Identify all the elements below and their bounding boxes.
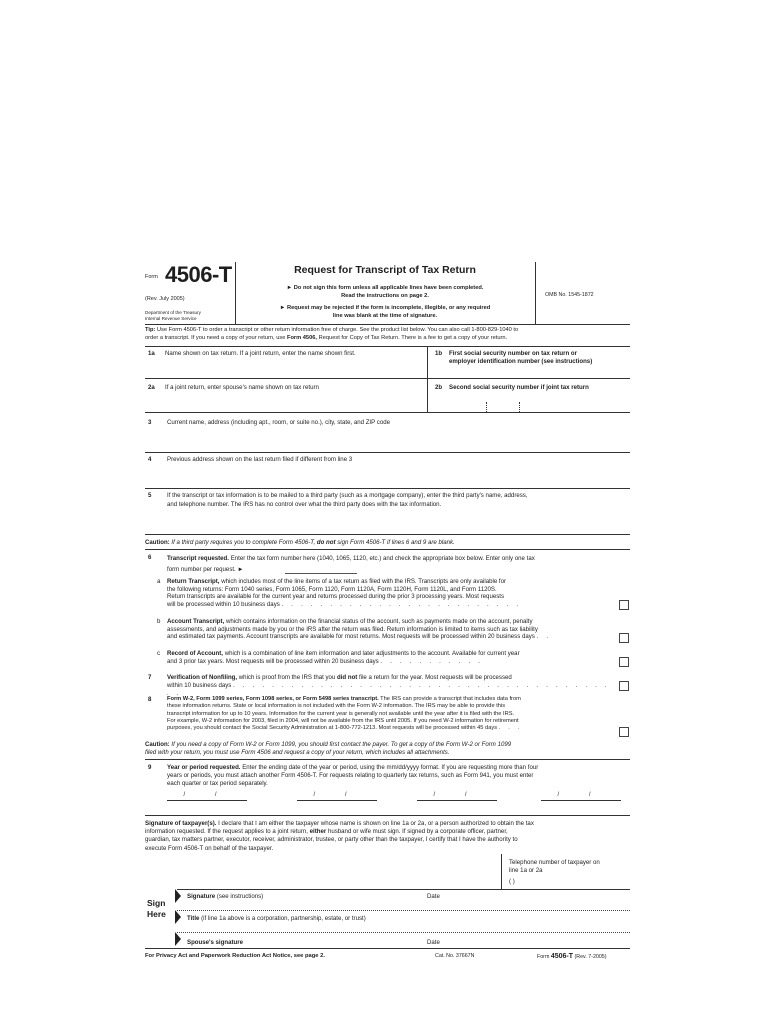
privacy-notice: For Privacy Act and Paperwork Reduction Act Notice, see page 2. — [145, 953, 325, 959]
account-transcript-checkbox[interactable] — [619, 633, 629, 643]
instruction-1: ► Do not sign this form unless all applicable lines have been completed. Read the instructions on page 2. — [286, 285, 484, 299]
date-label-1: Date — [427, 893, 440, 900]
signature-label: Signature (see instructions) — [187, 893, 264, 900]
period-date-4[interactable]: / / — [541, 792, 621, 801]
line-6c-letter: c — [157, 650, 161, 657]
department-line-2: Internal Revenue Service — [145, 316, 197, 321]
line-5-label: If the transcript or tax information is to be mailed to a third party (such as a mortgage company), enter the third party's name, address, and telephone number. The IRS has no control over what the third party does with the tax information. — [167, 492, 528, 508]
caution-w2: Caution: If you need a copy of Form W-2 or Form 1099, you should first contact the payer. To get a copy of the Form W-2 or Form 1099 filed with your return, you must use Form 4506 and request a copy of your return, which includes all attachments. — [145, 741, 512, 756]
record-of-account-checkbox[interactable] — [619, 657, 629, 667]
line-3-number: 3 — [148, 419, 152, 426]
line-1b-number: 1b — [435, 350, 443, 357]
tip-text: Tip: Use Form 4506-T to order a transcript or other return information free of charge. See the product list below. You can also call 1-800-829-1040 to order a transcript. If you need a copy of your return, use Form 4506, Request for Copy of Tax Return. There is a fee to get a copy of your return. — [145, 327, 519, 341]
telephone-label: Telephone number of taxpayer on line 1a or 2a — [509, 859, 600, 874]
spouse-signature-label: Spouse's signature — [187, 939, 243, 946]
line-2b-number: 2b — [435, 384, 443, 391]
line-7-number: 7 — [148, 674, 152, 681]
line-9-number: 9 — [148, 764, 152, 771]
date-label-2: Date — [427, 939, 440, 946]
instruction-2: ► Request may be rejected if the form is incomplete, illegible, or any required line was blank at the time of signature. — [279, 305, 491, 319]
sign-here-label: Sign Here — [147, 898, 166, 920]
line-2b-label: Second social security number if joint tax return — [449, 384, 589, 391]
line-1a-number: 1a — [148, 350, 155, 357]
catalog-number: Cat. No. 37667N — [435, 953, 475, 959]
arrow-right-icon: ► — [279, 305, 286, 311]
revision-date: (Rev. July 2005) — [145, 296, 185, 302]
footer-form-id: Form 4506-T (Rev. 7-2005) — [537, 953, 607, 960]
arrow-right-icon — [175, 910, 181, 924]
line-8-number: 8 — [148, 696, 152, 703]
omb-number: OMB No. 1545-1872 — [545, 292, 594, 298]
form-title: Request for Transcript of Tax Return — [294, 264, 476, 276]
return-transcript-checkbox[interactable] — [619, 600, 629, 610]
line-5-number: 5 — [148, 492, 152, 499]
arrow-right-icon: ► — [237, 565, 244, 573]
title-label: Title (if line 1a above is a corporation, partnership, estate, or trust) — [187, 915, 366, 922]
telephone-input[interactable]: ( ) — [509, 878, 515, 885]
period-date-1[interactable]: / / — [167, 792, 247, 801]
header-divider-right — [535, 262, 536, 324]
line-8-text: Form W-2, Form 1099 series, Form 1098 series, or Form 5498 series transcript. The IRS can provide a transcript that includes data from these information returns. State or local information is not included with the Form W-2 information. The IRS may be able to provide this transcript information for up to 10 years. Information for the current year is generally not available until the year after it is filed with the IRS. For example, W-2 information for 2003, filed in 2004, will not be available from the IRS until 2005. If you need W-2 information for retirement purposes, you should contact the Social Security Administration at 1-800-772-1213. Most requests will be processed within 45 days . . . — [167, 696, 523, 732]
line-6b-text: Account Transcript, which contains information on the financial status of the account, such as payments made on the account, penalty assessments, and adjustments made by you or the IRS after the return was filed. Return information is limited to items such as tax liability and estimated tax payments. Account transcripts are available for most returns. Most requests will be processed within 20 business days . . — [167, 618, 552, 641]
signature-declaration: Signature of taxpayer(s). I declare that I am either the taxpayer whose name is shown on line 1a or 2a, or a person authorized to obtain the tax information requested. If the request applies to a joint return, either husband or wife must sign. If signed by a corporate officer, partner, guardian, tax matters partner, executor, receiver, administrator, trustee, or party other than the taxpayer, I certify that I have the authority to execute Form 4506-T on behalf of the taxpayer. — [145, 820, 534, 852]
tax-form-number-input[interactable] — [285, 573, 357, 574]
line-6a-text: Return Transcript, which includes most of the line items of a tax return as filed with the IRS. Transcripts are only available for the following returns: Form 1040 series, Form 1065, Form 1120, Form 1120A, Form 1120H, Form 1120L, and Form 1120S. Return transcripts are available for the current year and returns processed during the prior 3 processing years. Most requests will be processed within 10 business days . . . . . . . . . . . . . . . . . . . . . . . . . — [167, 578, 522, 608]
form-label: Form — [145, 274, 158, 280]
period-date-3[interactable]: / / — [417, 792, 497, 801]
arrow-right-icon — [175, 932, 181, 946]
line-6b-letter: b — [157, 618, 161, 625]
department-line-1: Department of the Treasury — [145, 310, 201, 315]
line-2a-number: 2a — [148, 384, 155, 391]
spouse-signature-field[interactable] — [177, 932, 630, 933]
line-7-text: Verification of Nonfiling, which is proof from the IRS that you did not file a return for the year. Most requests will be processed within 10 business days . . . . . . . . . . . . . . . . . . . . . . . . . . . . . . . . . . . . . . . . . — [167, 674, 610, 698]
line-3-label: Current name, address (including apt., room, or suite no.), city, state, and ZIP code — [167, 419, 390, 426]
arrow-right-icon: ► — [286, 285, 293, 291]
tax-form — [145, 262, 630, 967]
line-6-number: 6 — [148, 554, 152, 561]
line-1b-label: First social security number on tax return or employer identification number (see instructions) — [449, 350, 593, 366]
line-2a-label: If a joint return, enter spouse's name shown on tax return — [165, 384, 319, 391]
line-4-label: Previous address shown on the last return filed if different from line 3 — [167, 456, 353, 463]
line-9-text: Year or period requested. Enter the ending date of the year or period, using the mm/dd/yyyy format. If you are requesting more than four years or periods, you must attach another Form 4506-T. For requests relating to quarterly tax returns, such as Form 941, you must enter each quarter or tax period separately. — [167, 764, 539, 788]
line-6c-text: Record of Account, which is a combination of line item information and later adjustments to the account. Available for current year and 3 prior tax years. Most requests will be processed within 20 business days . . . . . . . . . . . — [167, 650, 520, 666]
verification-nonfiling-checkbox[interactable] — [619, 681, 629, 691]
line-1a-label: Name shown on tax return. If a joint return, enter the name shown first. — [165, 350, 356, 357]
period-date-2[interactable]: / / — [297, 792, 377, 801]
line-4-number: 4 — [148, 456, 152, 463]
w2-1099-transcript-checkbox[interactable] — [619, 727, 629, 737]
form-number: 4506-T — [165, 262, 232, 287]
line-6-label: Transcript requested. Enter the tax form number here (1040, 1065, 1120, etc.) and check the appropriate box below. Enter only one tax form number per request. ► — [167, 555, 535, 573]
line-6a-letter: a — [157, 578, 161, 585]
arrow-right-icon — [175, 889, 181, 903]
caution-third-party: Caution: If a third party requires you to complete Form 4506-T, do not sign Form 4506-T if lines 6 and 9 are blank. — [145, 539, 455, 546]
